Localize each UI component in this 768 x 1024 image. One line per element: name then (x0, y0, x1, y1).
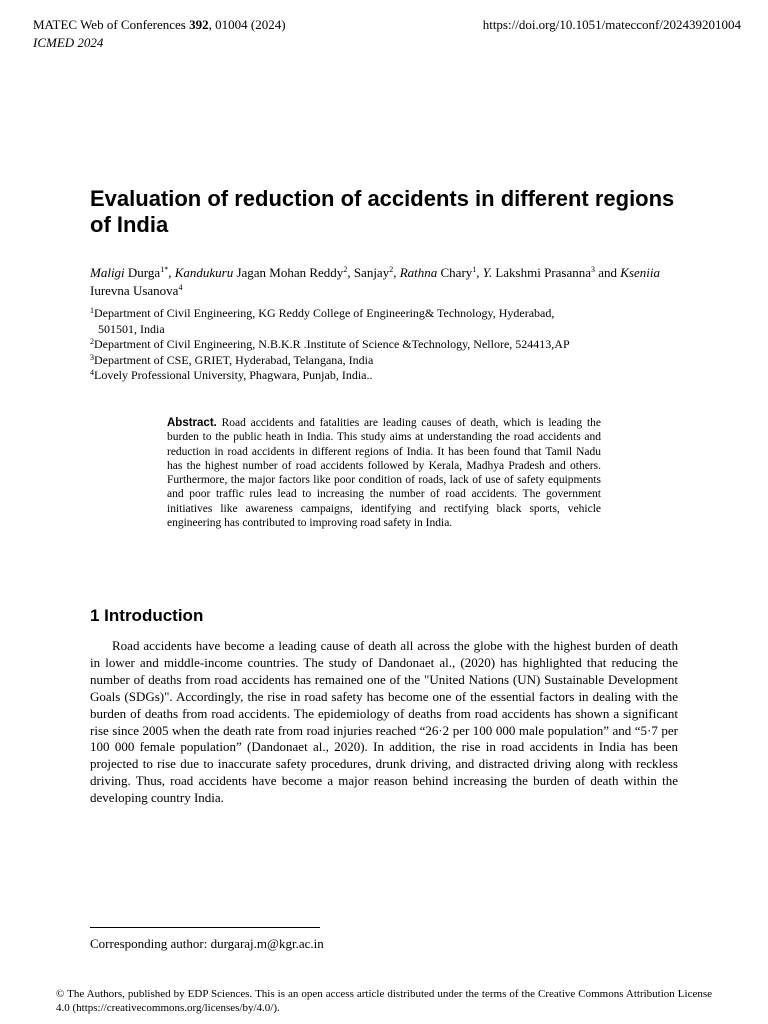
affiliation-text: Department of Civil Engineering, KG Reddy College of Engineering& Technology, Hyderabad, (94, 306, 555, 320)
author-affiliation-mark: 4 (178, 283, 183, 292)
journal-citation (33, 17, 286, 32)
affiliation (90, 337, 690, 353)
author-family-name: Lakshmi Prasanna (495, 265, 592, 280)
affiliation-number: 1 (90, 306, 94, 315)
abstract-label: Abstract. (167, 417, 217, 429)
author-affiliation-mark: 1 (472, 265, 477, 274)
author-given-name: Rathna (399, 265, 438, 280)
affiliation-text: Department of CSE, GRIET, Hyderabad, Telangana, India (94, 352, 374, 367)
affiliation-text-continued: 501501, India (98, 321, 165, 336)
author-family-name: Chary (440, 265, 473, 280)
author-family-name: Jagan Mohan Reddy (236, 265, 344, 280)
journal-name: MATEC Web of Conferences (33, 17, 186, 32)
affiliation-text: Lovely Professional University, Phagwara, Punjab, India.. (94, 368, 373, 382)
corresponding-author-footnote: Corresponding author: durgaraj.m@kgr.ac.in (90, 936, 324, 951)
paper-title: Evaluation of reduction of accidents in different regions of India (90, 186, 675, 237)
abstract-text: Road accidents and fatalities are leading causes of death, which is leading the burden to the public heath in India. This study aims at understanding the road accidents and reduction in road accidents in different regions of India. It has been found that Tamil Nadu has the highest number of road accidents followed by Kerala, Madhya Pradesh and others. Furthermore, the major factors like poor condition of roads, lack of use of safety equipments and poor traffic rules lead to increasing the number of road accidents. The government initiatives like awareness campaigns, identifying and rectifying black sports, vehicle engineering has contributed to improving road safety in India. (167, 417, 601, 530)
section-heading-introduction: 1 Introduction (90, 606, 204, 625)
author-list (90, 264, 680, 300)
author-separator: , (393, 265, 400, 280)
author (90, 265, 175, 280)
journal-volume: 392 (189, 17, 209, 32)
author-affiliation-mark: 2 (389, 265, 394, 274)
author (354, 265, 400, 280)
author-separator: , (476, 265, 483, 280)
doi-link[interactable]: https://doi.org/10.1051/matecconf/202439201004 (482, 17, 741, 32)
affiliation-number: 4 (90, 368, 94, 377)
affiliation-number: 2 (90, 337, 94, 346)
article-number: , 01004 (2024) (208, 17, 286, 32)
introduction-paragraph: Road accidents have become a leading cause of death all across the globe with the highest burden of death in lower and middle-income countries. The study of Dandonaet al., (2020) has highlighted that reducing the number of deaths from road accidents has remained one of the "United Nations (UN) Sustainable Development Goals (SDGs)". Accordingly, the rise in road safety has become one of the essential factors in dealing with the burden of deaths from road accidents. The epidemiology of deaths from road accidents has shown a significant rise since 2005 when the death rate from road injuries reached “26·2 per 100 000 male population” and “5·7 per 100 000 female population” (Dandonaet al., 2020). In addition, the rise in road accidents in India has been projected to rise due to inaccurate safety procedures, drunk driving, and distracted driving along with reckless driving. Thus, road accidents have become a major reason behind increasing the burden of death within the developing country India. (90, 638, 678, 806)
author-affiliation-mark: 3 (591, 265, 596, 274)
author-given-name: Maligi (90, 265, 125, 280)
author (175, 265, 354, 280)
author-family-name: Durga (127, 265, 161, 280)
author-affiliation-mark: 1* (160, 265, 169, 274)
author-given-name: Y. (482, 265, 493, 280)
author-given-name: Kseniia (620, 265, 661, 280)
author-family-name: Iurevna Usanova (90, 283, 179, 298)
license-notice: © The Authors, published by EDP Sciences. This is an open access article distributed under the terms of the Creative Commons Attribution License 4.0 (https://creativecommons.org/licenses/by/4.0/). (56, 988, 712, 1014)
author (400, 265, 483, 280)
affiliation (90, 368, 690, 384)
author-given-name: Kandukuru (174, 265, 234, 280)
author-family-name: Sanjay (353, 265, 390, 280)
affiliation (90, 353, 690, 369)
affiliation (90, 306, 690, 337)
abstract (167, 416, 601, 530)
author-affiliation-mark: 2 (343, 265, 348, 274)
author-separator: , (168, 265, 175, 280)
affiliation-list (90, 306, 690, 384)
affiliation-number: 3 (90, 352, 94, 362)
author (483, 265, 621, 280)
author-separator: , (347, 265, 354, 280)
running-head (33, 16, 741, 52)
affiliation-text: Department of Civil Engineering, N.B.K.R .Institute of Science &Technology, Nellore, 524413,AP (94, 337, 570, 351)
footnote-divider (90, 927, 320, 928)
author-separator: and (595, 265, 621, 280)
conference-event: ICMED 2024 (33, 35, 104, 50)
